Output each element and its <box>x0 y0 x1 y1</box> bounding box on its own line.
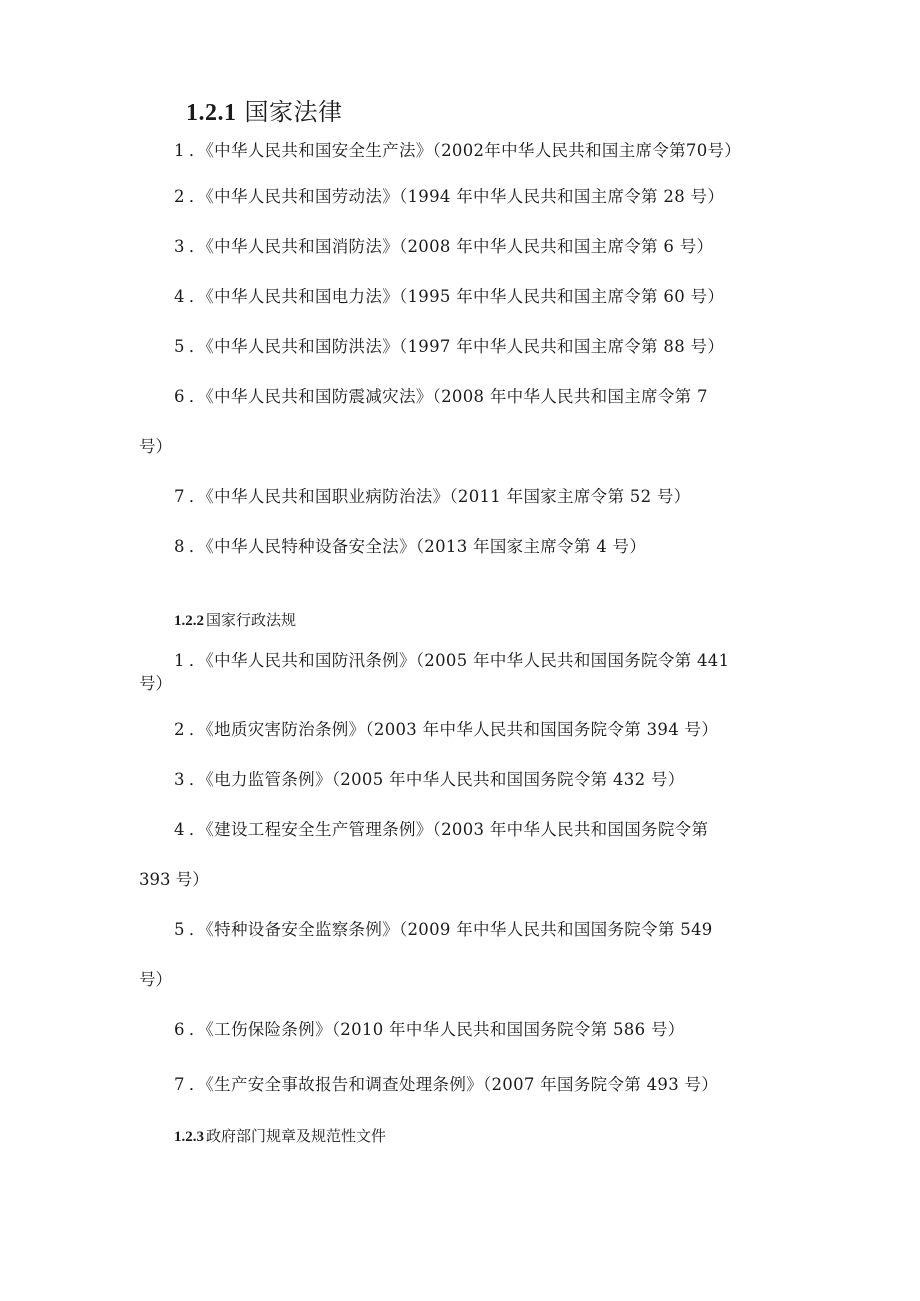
list-item-continuation: 号） <box>139 674 172 693</box>
list-item <box>174 816 708 840</box>
section-heading-national-laws <box>186 92 343 127</box>
section-number: 1.2.1 <box>186 100 237 126</box>
list-item <box>174 383 708 407</box>
list-item-text: ．《中华人民共和国职业病防治法》（2011 年国家主席令第 52 号） <box>188 487 691 506</box>
list-item <box>174 233 713 257</box>
list-item <box>174 483 691 507</box>
list-item-text: ．《特种设备安全监察条例》（2009 年中华人民共和国国务院令第 549 <box>188 920 713 939</box>
list-item-text: ．《电力监管条例》（2005 年中华人民共和国国务院令第 432 号） <box>188 770 685 789</box>
list-item-index: 7 <box>174 487 185 506</box>
list-item-text: ．《工伤保险条例》（2010 年中华人民共和国国务院令第 586 号） <box>188 1020 685 1039</box>
list-item-index: 1 <box>174 141 185 160</box>
list-item-continuation: 号） <box>139 437 172 456</box>
list-item-index: 1 <box>174 651 185 670</box>
list-item-text: ．《中华人民共和国电力法》（1995 年中华人民共和国主席令第 60 号） <box>188 287 725 306</box>
list-item-text: ．《建设工程安全生产管理条例》（2003 年中华人民共和国国务院令第 <box>188 820 709 839</box>
list-item <box>174 283 724 307</box>
list-item-index: 4 <box>174 287 185 306</box>
section-title: 国家行政法规 <box>206 611 297 629</box>
list-item-text: ．《中华人民共和国防汛条例》（2005 年中华人民共和国国务院令第 441 <box>188 651 730 670</box>
list-item-text: ．《中华人民特种设备安全法》（2013 年国家主席令第 4 号） <box>188 537 647 556</box>
list-item-index: 6 <box>174 1020 185 1039</box>
section-heading-government-rules <box>174 1125 386 1146</box>
list-item <box>174 647 729 671</box>
list-item <box>174 766 685 790</box>
list-item <box>174 333 724 357</box>
list-item-continuation: 号） <box>139 970 172 989</box>
list-item-index: 2 <box>174 720 185 739</box>
list-item-text: ．《生产安全事故报告和调查处理条例》（2007 年国务院令第 493 号） <box>188 1075 719 1094</box>
list-item-text: ．《中华人民共和国劳动法》（1994 年中华人民共和国主席令第 28 号） <box>188 187 725 206</box>
list-item-index: 5 <box>174 337 185 356</box>
list-item <box>174 716 718 740</box>
list-item-index: 8 <box>174 537 185 556</box>
section-heading-administrative-regulations <box>174 609 296 630</box>
list-item-text: ．《中华人民共和国消防法》（2008 年中华人民共和国主席令第 6 号） <box>188 237 714 256</box>
list-item-text: ．《地质灾害防治条例》（2003 年中华人民共和国国务院令第 394 号） <box>188 720 719 739</box>
section-title: 国家法律 <box>244 98 343 126</box>
list-item-index: 6 <box>174 387 185 406</box>
section-title: 政府部门规章及规范性文件 <box>206 1127 387 1145</box>
list-item-index: 5 <box>174 920 185 939</box>
list-item <box>174 1071 718 1095</box>
list-item <box>174 533 646 557</box>
list-item-index: 4 <box>174 820 185 839</box>
list-item-text: ．《中华人民共和国防洪法》（1997 年中华人民共和国主席令第 88 号） <box>188 337 725 356</box>
list-item-text: ．《中华人民共和国安全生产法》（2002年中华人民共和国主席令第70号） <box>188 141 742 160</box>
list-item <box>174 916 713 940</box>
list-item <box>174 1016 685 1040</box>
section-number: 1.2.3 <box>174 1129 204 1145</box>
section-number: 1.2.2 <box>174 613 204 629</box>
list-item <box>174 183 724 207</box>
list-item-continuation: 393 号） <box>139 870 209 889</box>
list-item-index: 3 <box>174 237 185 256</box>
list-item-index: 7 <box>174 1075 185 1094</box>
list-item-text: ．《中华人民共和国防震减灾法》（2008 年中华人民共和国主席令第 7 <box>188 387 708 406</box>
list-item-index: 3 <box>174 770 185 789</box>
list-item <box>174 137 741 161</box>
list-item-index: 2 <box>174 187 185 206</box>
